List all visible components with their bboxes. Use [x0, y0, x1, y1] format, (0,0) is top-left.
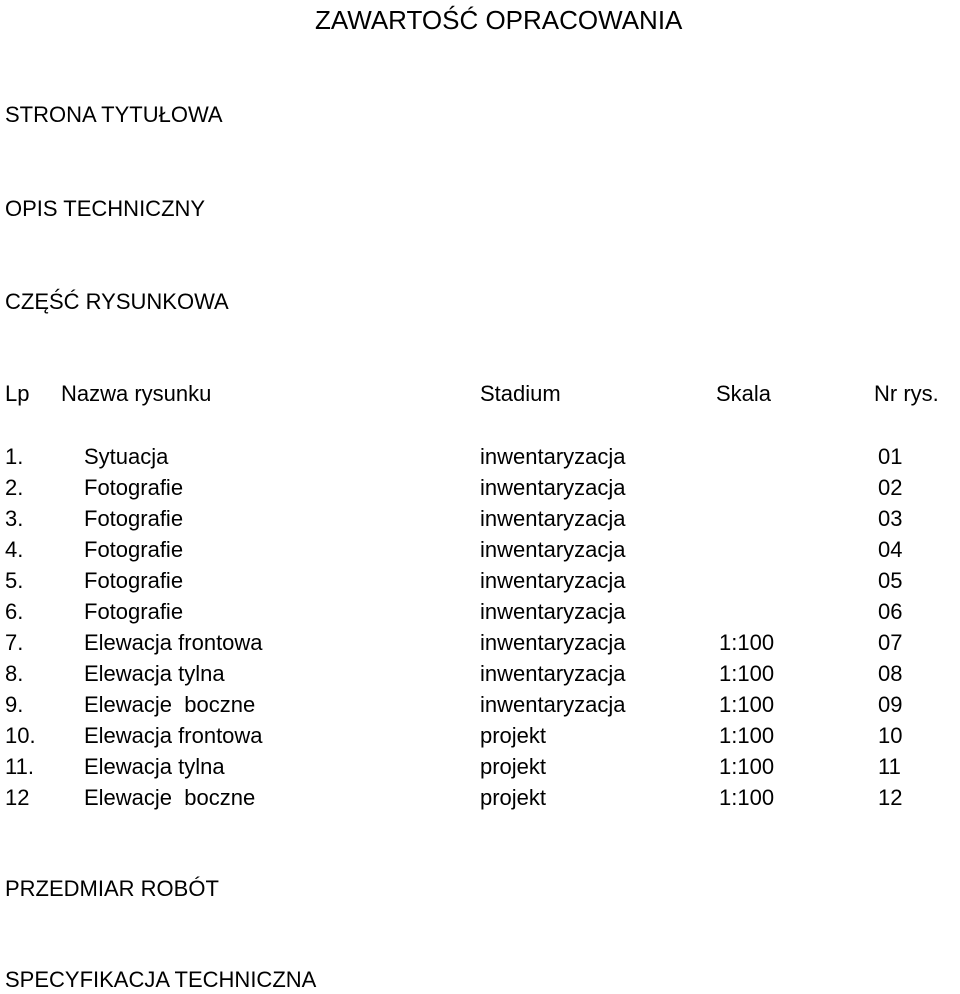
- table-row: [0, 441, 960, 472]
- section-czesc-rysunkowa: CZĘŚĆ RYSUNKOWA: [5, 289, 229, 314]
- row-nr: 12: [878, 785, 903, 810]
- table-header-nr: Nr rys.: [874, 381, 939, 406]
- table-row: [0, 751, 960, 782]
- row-scale: 1:100: [719, 723, 775, 748]
- table-row: [0, 689, 960, 720]
- table-row: [0, 534, 960, 565]
- table-header-skala: Skala: [716, 381, 772, 406]
- table-row: [0, 565, 960, 596]
- row-lp: 2.: [5, 475, 24, 500]
- table-row: [0, 596, 960, 627]
- row-name: Elewacja tylna: [84, 754, 225, 779]
- row-scale: 1:100: [719, 630, 775, 655]
- row-lp: 10.: [5, 723, 36, 748]
- row-stage: inwentaryzacja: [480, 661, 626, 686]
- row-stage: inwentaryzacja: [480, 475, 626, 500]
- row-nr: 06: [878, 599, 903, 624]
- row-stage: inwentaryzacja: [480, 568, 626, 593]
- row-lp: 4.: [5, 537, 24, 562]
- row-name: Sytuacja: [84, 444, 169, 469]
- row-name: Fotografie: [84, 568, 184, 593]
- row-scale: 1:100: [719, 754, 775, 779]
- table-row: [0, 472, 960, 503]
- row-nr: 09: [878, 692, 903, 717]
- row-scale: 1:100: [719, 692, 775, 717]
- row-name: Fotografie: [84, 537, 184, 562]
- row-nr: 10: [878, 723, 903, 748]
- row-nr: 11: [878, 754, 901, 779]
- row-nr: 02: [878, 475, 903, 500]
- row-scale: 1:100: [719, 785, 775, 810]
- row-name: Fotografie: [84, 599, 184, 624]
- row-stage: inwentaryzacja: [480, 537, 626, 562]
- row-scale: 1:100: [719, 661, 775, 686]
- row-stage: inwentaryzacja: [480, 692, 626, 717]
- row-nr: 08: [878, 661, 903, 686]
- row-name: Elewacje boczne: [84, 692, 256, 717]
- row-stage: projekt: [480, 723, 547, 748]
- row-lp: 12: [5, 785, 30, 810]
- document-title: ZAWARTOŚĆ OPRACOWANIA: [315, 5, 683, 35]
- row-stage: inwentaryzacja: [480, 444, 626, 469]
- row-name: Elewacja tylna: [84, 661, 225, 686]
- row-lp: 8.: [5, 661, 24, 686]
- row-lp: 1.: [5, 444, 24, 469]
- row-nr: 07: [878, 630, 903, 655]
- section-specyfikacja-techniczna: SPECYFIKACJA TECHNICZNA: [5, 967, 317, 992]
- table-row: [0, 627, 960, 658]
- row-nr: 01: [878, 444, 903, 469]
- row-lp: 3.: [5, 506, 24, 531]
- table-header-nazwa: Nazwa rysunku: [61, 381, 212, 406]
- row-lp: 6.: [5, 599, 24, 624]
- section-opis-techniczny: OPIS TECHNICZNY: [5, 196, 206, 221]
- table-row: [0, 782, 960, 813]
- table-row: [0, 658, 960, 689]
- row-lp: 11.: [5, 754, 34, 779]
- row-name: Elewacja frontowa: [84, 723, 263, 748]
- drawings-table: [0, 441, 960, 813]
- table-header-stadium: Stadium: [480, 381, 561, 406]
- row-name: Elewacja frontowa: [84, 630, 263, 655]
- row-stage: inwentaryzacja: [480, 506, 626, 531]
- table-row: [0, 503, 960, 534]
- row-nr: 04: [878, 537, 903, 562]
- row-name: Elewacje boczne: [84, 785, 256, 810]
- row-nr: 03: [878, 506, 903, 531]
- section-strona-tytulowa: STRONA TYTUŁOWA: [5, 102, 223, 127]
- row-lp: 9.: [5, 692, 24, 717]
- row-lp: 7.: [5, 630, 24, 655]
- row-name: Fotografie: [84, 475, 184, 500]
- row-stage: projekt: [480, 785, 547, 810]
- row-stage: inwentaryzacja: [480, 630, 626, 655]
- row-lp: 5.: [5, 568, 24, 593]
- row-name: Fotografie: [84, 506, 184, 531]
- row-nr: 05: [878, 568, 903, 593]
- table-row: [0, 720, 960, 751]
- row-stage: inwentaryzacja: [480, 599, 626, 624]
- row-stage: projekt: [480, 754, 547, 779]
- section-przedmiar-robot: PRZEDMIAR ROBÓT: [5, 876, 219, 901]
- table-header-lp: Lp: [5, 381, 30, 406]
